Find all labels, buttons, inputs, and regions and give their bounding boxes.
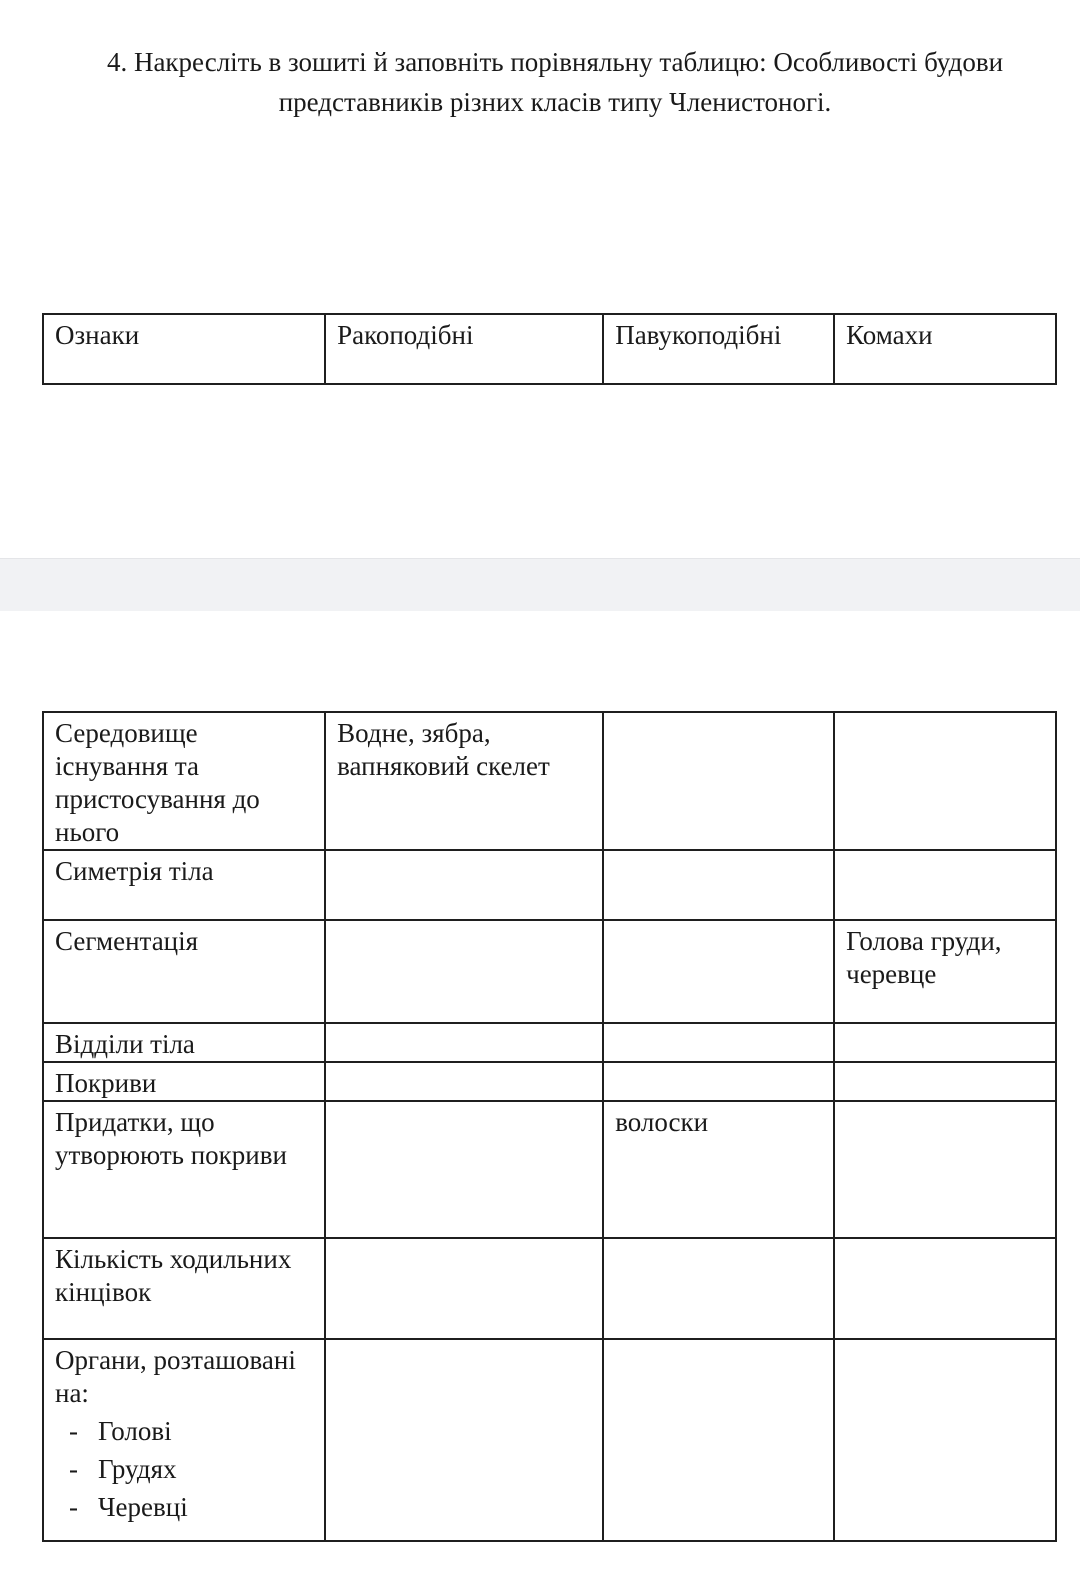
feature-cell	[43, 1339, 325, 1541]
crustaceans-cell	[325, 1023, 603, 1062]
header-row	[43, 314, 1056, 384]
organs-location-list	[55, 1412, 314, 1526]
list-item-label: Черевці	[98, 1492, 188, 1522]
arachnids-cell: волоски	[603, 1101, 834, 1238]
arachnids-cell	[603, 1339, 834, 1541]
insects-cell: Голова груди, черевце	[834, 920, 1056, 1023]
arachnids-cell	[603, 1238, 834, 1339]
task-line-1: 4. Накресліть в зошиті й заповніть порівняльну таблицю: Особливості будови	[106, 47, 1004, 77]
comparison-table-header	[42, 313, 1057, 385]
comparison-table-body	[42, 711, 1057, 1542]
table-row	[43, 920, 1056, 1023]
table-row	[43, 1339, 1056, 1541]
list-item: - Грудях	[69, 1454, 177, 1484]
crustaceans-cell	[325, 1062, 603, 1101]
feature-cell: Сегментація	[43, 920, 325, 1023]
feature-cell: Відділи тіла	[43, 1023, 325, 1062]
table-row	[43, 1101, 1056, 1238]
crustaceans-cell: Водне, зябра, вапняковий скелет	[325, 712, 603, 850]
task-instruction	[40, 42, 1070, 122]
feature-cell: Кількість ходильних кінцівок	[43, 1238, 325, 1339]
arachnids-cell	[603, 1023, 834, 1062]
header-cell-arachnids: Павукоподібні	[603, 314, 834, 384]
insects-cell	[834, 1339, 1056, 1541]
insects-cell	[834, 1101, 1056, 1238]
header-cell-crustaceans: Ракоподібні	[325, 314, 603, 384]
crustaceans-cell	[325, 850, 603, 920]
list-item: - Черевці	[69, 1492, 188, 1522]
insects-cell	[834, 1023, 1056, 1062]
table-row	[43, 1062, 1056, 1101]
crustaceans-cell	[325, 1339, 603, 1541]
feature-cell: Покриви	[43, 1062, 325, 1101]
arachnids-cell	[603, 920, 834, 1023]
list-item-label: Голові	[98, 1416, 172, 1446]
feature-cell: Симетрія тіла	[43, 850, 325, 920]
insects-cell	[834, 850, 1056, 920]
header-cell-insects: Комахи	[834, 314, 1056, 384]
task-line-2: представників різних класів типу Членистоногі.	[278, 87, 832, 117]
crustaceans-cell	[325, 1238, 603, 1339]
insects-cell	[834, 712, 1056, 850]
organs-label: Органи, розташовані на:	[55, 1345, 296, 1408]
feature-cell: Придатки, що утворюють покриви	[43, 1101, 325, 1238]
arachnids-cell	[603, 712, 834, 850]
page-separator	[0, 558, 1080, 612]
table-row	[43, 850, 1056, 920]
insects-cell	[834, 1062, 1056, 1101]
arachnids-cell	[603, 850, 834, 920]
list-item-label: Грудях	[98, 1454, 177, 1484]
arachnids-cell	[603, 1062, 834, 1101]
insects-cell	[834, 1238, 1056, 1339]
crustaceans-cell	[325, 1101, 603, 1238]
feature-cell: Середовище існування та пристосування до нього	[43, 712, 325, 850]
table-row	[43, 1238, 1056, 1339]
crustaceans-cell	[325, 920, 603, 1023]
table-row	[43, 1023, 1056, 1062]
header-cell-features: Ознаки	[43, 314, 325, 384]
list-item: - Голові	[69, 1416, 172, 1446]
table-row	[43, 712, 1056, 850]
